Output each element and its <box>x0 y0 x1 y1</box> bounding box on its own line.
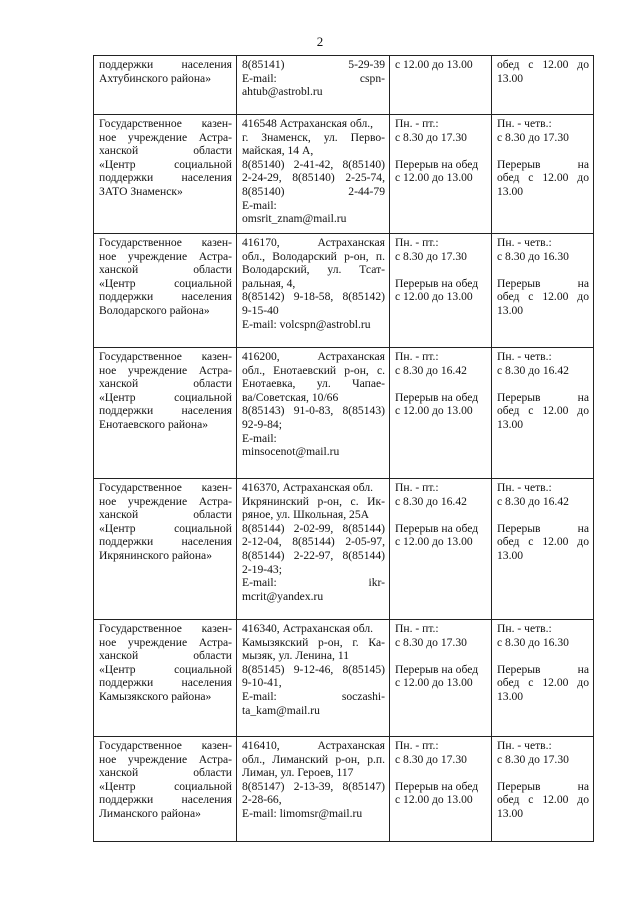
cell-text-line: «Центр социальной <box>99 521 232 535</box>
hours-mon-fri-cell <box>390 348 492 479</box>
cell-text-line: с 8.30 до 16.42 <box>395 363 467 377</box>
cell-text-line: с 8.30 до 17.30 <box>497 130 569 144</box>
cell-text-line: «Центр социальной <box>99 390 232 404</box>
cell-text-line: Ахтубинского района» <box>99 71 211 85</box>
blank-line <box>395 263 487 277</box>
cell-text-line: 8(85143) 91-0-83, 8(85143) <box>242 404 385 418</box>
cell-text-line: E-mail: limomsr@mail.ru <box>242 806 363 820</box>
blank-line <box>497 508 589 522</box>
cell-text-line: Перерыв на <box>497 779 589 793</box>
contacts-cell <box>237 234 390 348</box>
cell-text-line: omsrit_znam@mail.ru <box>242 212 347 226</box>
cell-text-line: 416410, Астраханская <box>242 739 385 752</box>
cell-text-line: Володарского района» <box>99 303 210 317</box>
cell-text-line: поддержки населения <box>99 535 232 549</box>
cell-text-line: Пн. - четв.: <box>497 481 552 494</box>
cell-text-line: 2-28-66, <box>242 793 282 807</box>
blank-line <box>497 263 589 277</box>
cell-text-line: Пн. - пт.: <box>395 117 439 130</box>
cell-text-line: обед с 12.00 до <box>497 290 589 304</box>
cell-text-line: обед с 12.00 до <box>497 58 589 71</box>
cell-text-line: 13.00 <box>497 689 524 703</box>
blank-line <box>497 766 589 780</box>
contacts-cell <box>237 479 390 620</box>
cell-text-line: 416200, Астраханская <box>242 350 385 363</box>
hours-mon-thu-cell <box>492 234 594 348</box>
cell-text-line: Перерыв на обед <box>395 276 479 290</box>
cell-text-line: с 8.30 до 16.42 <box>497 494 569 508</box>
cell-text-line: 8(85141) 5-29-39 <box>242 58 385 71</box>
cell-text-line: Перерыв на <box>497 521 589 535</box>
cell-text-line: 2-24-29, 8(85140) 2-25-74, <box>242 171 385 185</box>
cell-text-line: 13.00 <box>497 303 524 317</box>
table-row <box>94 348 594 479</box>
cell-text-line: Перерыв на <box>497 276 589 290</box>
cell-text-line: Государственное казен- <box>99 350 232 363</box>
table-row <box>94 115 594 234</box>
cell-text-line: с 8.30 до 16.42 <box>497 363 569 377</box>
cell-text-line: 8(85140) 2-44-79 <box>242 184 385 198</box>
cell-text-line: 13.00 <box>497 806 524 820</box>
cell-text-line: с 8.30 до 17.30 <box>395 130 467 144</box>
cell-text-line: mcrit@yandex.ru <box>242 589 324 603</box>
cell-text-line: ханской области <box>99 377 232 391</box>
cell-text-line: с 8.30 до 17.30 <box>395 635 467 649</box>
hours-mon-fri-cell <box>390 620 492 737</box>
cell-text-line: ханской области <box>99 263 232 277</box>
table-row <box>94 234 594 348</box>
cell-text-line: с 8.30 до 16.30 <box>497 635 569 649</box>
table-row <box>94 56 594 115</box>
cell-text-line: Лиманского района» <box>99 806 201 820</box>
cell-text-line: Пн. - пт.: <box>395 622 439 635</box>
cell-text-line: с 12.00 до 13.00 <box>395 793 473 807</box>
table-row <box>94 737 594 842</box>
blank-line <box>395 766 487 780</box>
cell-text-line: Государственное казен- <box>99 481 232 494</box>
cell-text-line: обл., Енотаевский р-он, с. <box>242 363 385 377</box>
contacts-cell <box>237 737 390 842</box>
cell-text-line: обед с 12.00 до <box>497 171 589 185</box>
cell-text-line: Лиман, ул. Героев, 117 <box>242 766 354 780</box>
cell-text-line: Икрянинский р-он, с. Ик- <box>242 494 385 508</box>
cell-text-line: Пн. - четв.: <box>497 622 552 635</box>
blank-line <box>395 377 487 391</box>
cell-text-line: Перерыв на обед <box>395 390 479 404</box>
blank-line <box>395 508 487 522</box>
cell-text-line: обед с 12.00 до <box>497 404 589 418</box>
table-row <box>94 620 594 737</box>
cell-text-line: E-mail: <box>242 198 277 212</box>
cell-text-line: E-mail: soczashi- <box>242 689 385 703</box>
cell-text-line: 13.00 <box>497 548 524 562</box>
institution-name-cell <box>94 56 237 115</box>
blank-line <box>395 144 487 158</box>
hours-mon-fri-cell <box>390 115 492 234</box>
institution-name-cell <box>94 234 237 348</box>
institution-name-cell <box>94 620 237 737</box>
cell-text-line: поддержки населения <box>99 676 232 690</box>
cell-text-line: E-mail: volcspn@astrobl.ru <box>242 317 371 331</box>
cell-text-line: 416548 Астраханская обл., <box>242 117 374 130</box>
cell-text-line: Перерыв на <box>497 390 589 404</box>
cell-text-line: 2-19-43; <box>242 562 282 576</box>
cell-text-line: Государственное казен- <box>99 117 232 130</box>
cell-text-line: с 8.30 до 16.30 <box>497 249 569 263</box>
cell-text-line: «Центр социальной <box>99 779 232 793</box>
cell-text-line: Пн. - четв.: <box>497 739 552 752</box>
cell-text-line: Пн. - четв.: <box>497 236 552 249</box>
institution-name-cell <box>94 348 237 479</box>
cell-text-line: г. Знаменск, ул. Перво- <box>242 130 385 144</box>
cell-text-line: ное учреждение Астра- <box>99 130 232 144</box>
cell-text-line: Перерыв на обед <box>395 662 479 676</box>
cell-text-line: ное учреждение Астра- <box>99 494 232 508</box>
cell-text-line: обл., Лиманский р-он, р.п. <box>242 752 385 766</box>
contacts-cell <box>237 620 390 737</box>
cell-text-line: поддержки населения <box>99 171 232 185</box>
cell-text-line: Камызякский р-он, г. Ка- <box>242 635 385 649</box>
cell-text-line: ное учреждение Астра- <box>99 249 232 263</box>
blank-line <box>497 377 589 391</box>
cell-text-line: Перерыв на обед <box>395 157 479 171</box>
cell-text-line: E-mail: <box>242 431 277 445</box>
institution-name-cell <box>94 737 237 842</box>
cell-text-line: поддержки населения <box>99 404 232 418</box>
cell-text-line: Перерыв на обед <box>395 779 479 793</box>
cell-text-line: ЗАТО Знаменск» <box>99 184 183 198</box>
hours-mon-thu-cell <box>492 115 594 234</box>
cell-text-line: 92-9-84; <box>242 417 282 431</box>
cell-text-line: 8(85140) 2-41-42, 8(85140) <box>242 157 385 171</box>
cell-text-line: поддержки населения <box>99 290 232 304</box>
cell-text-line: ное учреждение Астра- <box>99 635 232 649</box>
hours-mon-fri-cell <box>390 479 492 620</box>
cell-text-line: ральная, 4, <box>242 276 296 290</box>
cell-text-line: поддержки населения <box>99 793 232 807</box>
cell-text-line: ханской области <box>99 766 232 780</box>
cell-text-line: с 12.00 до 13.00 <box>395 171 473 185</box>
cell-text-line: обед с 12.00 до <box>497 676 589 690</box>
cell-text-line: 13.00 <box>497 184 524 198</box>
cell-text-line: «Центр социальной <box>99 662 232 676</box>
contacts-cell <box>237 115 390 234</box>
cell-text-line: Пн. - пт.: <box>395 739 439 752</box>
hours-mon-thu-cell <box>492 737 594 842</box>
page-number: 2 <box>316 34 324 49</box>
cell-text-line: Пн. - четв.: <box>497 350 552 363</box>
cell-text-line: майская, 14 А, <box>242 144 314 158</box>
cell-text-line: с 12.00 до 13.00 <box>395 290 473 304</box>
blank-line <box>497 144 589 158</box>
cell-text-line: Перерыв на обед <box>395 521 479 535</box>
cell-text-line: 13.00 <box>497 71 524 85</box>
cell-text-line: Икрянинского района» <box>99 548 212 562</box>
cell-text-line: Государственное казен- <box>99 739 232 752</box>
cell-text-line: E-mail: ikr- <box>242 576 385 590</box>
hours-mon-fri-cell <box>390 56 492 115</box>
cell-text-line: обед с 12.00 до <box>497 535 589 549</box>
contacts-cell <box>237 56 390 115</box>
cell-text-line: Камызякского района» <box>99 689 212 703</box>
cell-text-line: Государственное казен- <box>99 622 232 635</box>
cell-text-line: 8(85147) 2-13-39, 8(85147) <box>242 779 385 793</box>
cell-text-line: 8(85142) 9-18-58, 8(85142) <box>242 290 385 304</box>
institutions-table <box>93 55 594 842</box>
hours-mon-fri-cell <box>390 234 492 348</box>
cell-text-line: ва/Советская, 10/66 <box>242 390 339 404</box>
cell-text-line: с 12.00 до 13.00 <box>395 676 473 690</box>
cell-text-line: ное учреждение Астра- <box>99 363 232 377</box>
cell-text-line: Пн. - пт.: <box>395 481 439 494</box>
cell-text-line: поддержки населения <box>99 58 232 71</box>
cell-text-line: 9-15-40 <box>242 303 279 317</box>
cell-text-line: Володарский, ул. Тсат- <box>242 263 385 277</box>
cell-text-line: 2-12-04, 8(85144) 2-05-97, <box>242 535 385 549</box>
institution-name-cell <box>94 479 237 620</box>
cell-text-line: ta_kam@mail.ru <box>242 703 320 717</box>
contacts-cell <box>237 348 390 479</box>
cell-text-line: обед с 12.00 до <box>497 793 589 807</box>
hours-mon-thu-cell <box>492 479 594 620</box>
cell-text-line: Пн. - пт.: <box>395 236 439 249</box>
cell-text-line: ханской области <box>99 508 232 522</box>
cell-text-line: с 8.30 до 16.42 <box>395 494 467 508</box>
cell-text-line: Перерыв на <box>497 157 589 171</box>
cell-text-line: Государственное казен- <box>99 236 232 249</box>
blank-line <box>497 649 589 663</box>
cell-text-line: ханской области <box>99 649 232 663</box>
cell-text-line: с 12.00 до 13.00 <box>395 58 473 71</box>
cell-text-line: 8(85145) 9-12-46, 8(85145) <box>242 662 385 676</box>
cell-text-line: с 12.00 до 13.00 <box>395 535 473 549</box>
cell-text-line: 13.00 <box>497 417 524 431</box>
cell-text-line: ханской области <box>99 144 232 158</box>
cell-text-line: ahtub@astrobl.ru <box>242 85 323 99</box>
cell-text-line: обл., Володарский р-он, п. <box>242 249 385 263</box>
cell-text-line: Перерыв на <box>497 662 589 676</box>
cell-text-line: с 12.00 до 13.00 <box>395 404 473 418</box>
cell-text-line: 8(85144) 2-02-99, 8(85144) <box>242 521 385 535</box>
cell-text-line: Пн. - четв.: <box>497 117 552 130</box>
cell-text-line: Енотаевского района» <box>99 417 209 431</box>
hours-mon-thu-cell <box>492 348 594 479</box>
cell-text-line: Пн. - пт.: <box>395 350 439 363</box>
cell-text-line: E-mail: cspn- <box>242 71 385 85</box>
cell-text-line: «Центр социальной <box>99 157 232 171</box>
cell-text-line: «Центр социальной <box>99 276 232 290</box>
blank-line <box>395 649 487 663</box>
cell-text-line: мызяк, ул. Ленина, 11 <box>242 649 349 663</box>
cell-text-line: с 8.30 до 17.30 <box>395 249 467 263</box>
institution-name-cell <box>94 115 237 234</box>
hours-mon-thu-cell <box>492 620 594 737</box>
cell-text-line: 9-10-41, <box>242 676 282 690</box>
cell-text-line: 416340, Астраханская обл. <box>242 622 374 635</box>
cell-text-line: ряное, ул. Школьная, 25А <box>242 508 369 522</box>
table-row <box>94 479 594 620</box>
cell-text-line: Енотаевка, ул. Чапае- <box>242 377 385 391</box>
cell-text-line: 8(85144) 2-22-97, 8(85144) <box>242 548 385 562</box>
hours-mon-thu-cell <box>492 56 594 115</box>
cell-text-line: 416170, Астраханская <box>242 236 385 249</box>
cell-text-line: minsocenot@mail.ru <box>242 445 340 459</box>
cell-text-line: с 8.30 до 17.30 <box>395 752 467 766</box>
cell-text-line: с 8.30 до 17.30 <box>497 752 569 766</box>
hours-mon-fri-cell <box>390 737 492 842</box>
cell-text-line: ное учреждение Астра- <box>99 752 232 766</box>
cell-text-line: 416370, Астраханская обл. <box>242 481 374 494</box>
